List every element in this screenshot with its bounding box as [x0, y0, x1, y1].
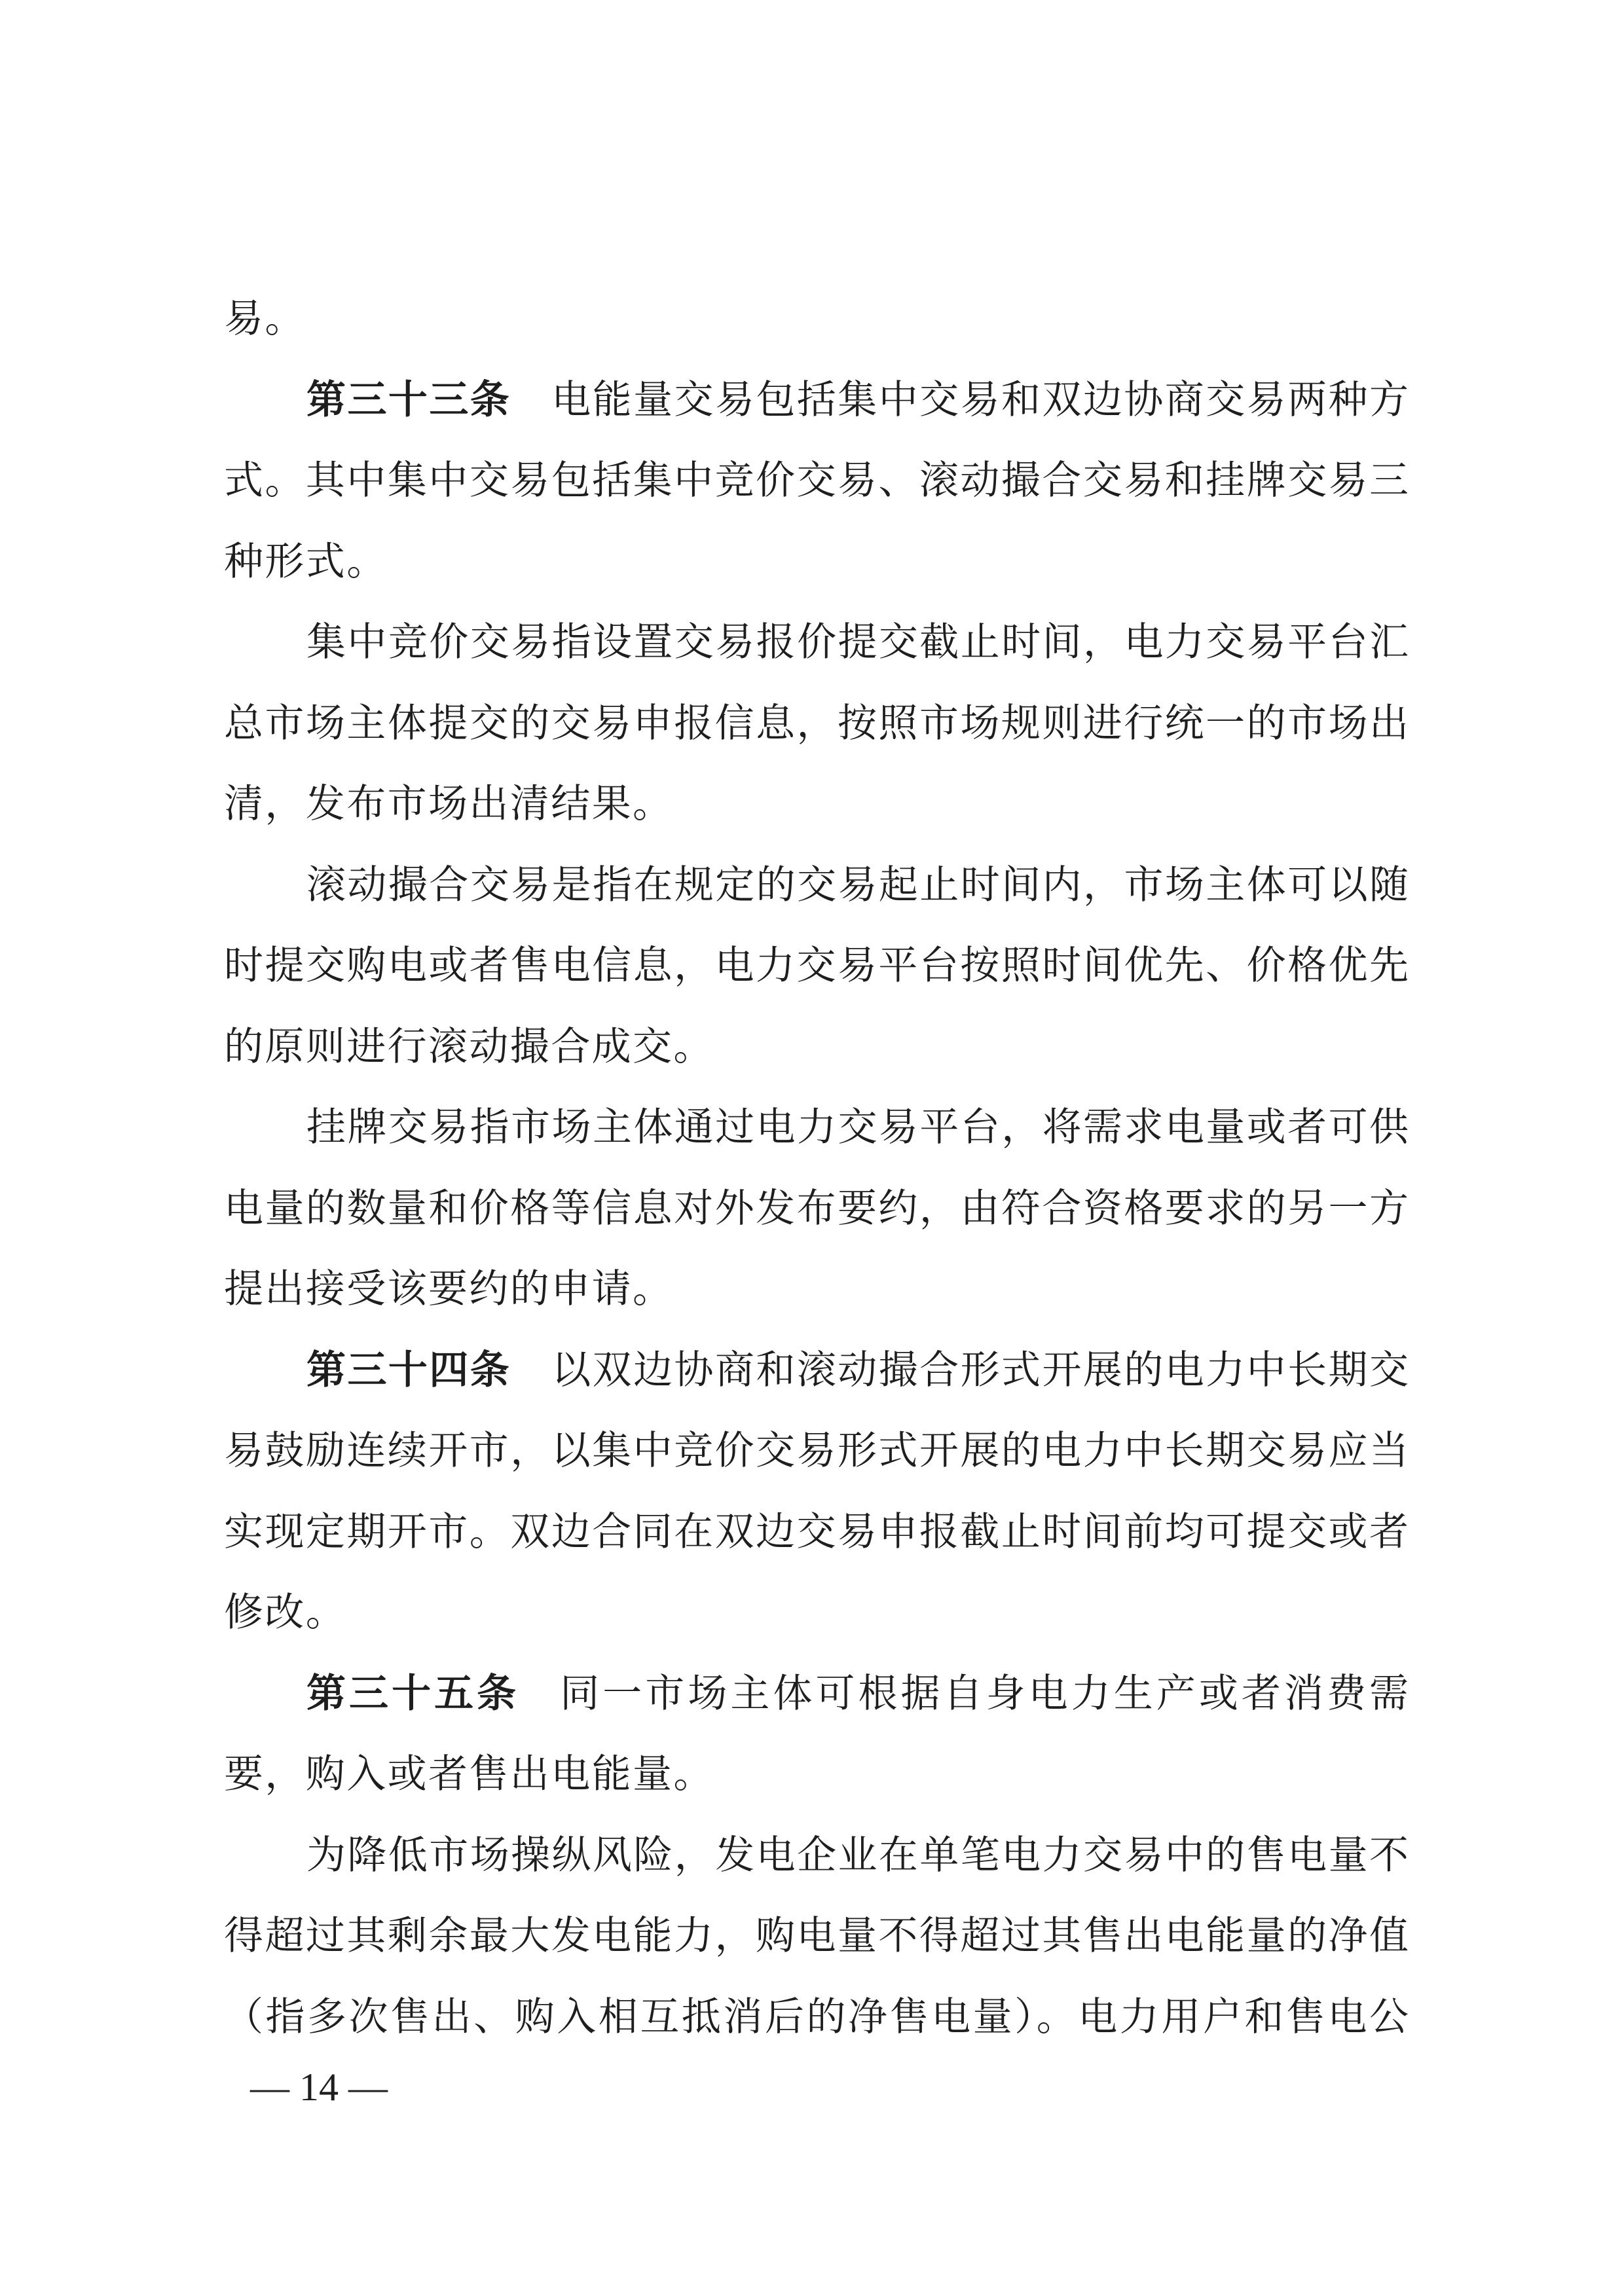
text-line: 易。 [224, 296, 306, 342]
document-body [224, 279, 1409, 2058]
paragraph [224, 1087, 1409, 1330]
text-line: 挂牌交易指市场主体通过电力交易平台，将需求电量或者可供 [306, 1104, 1409, 1150]
text-line: 种形式。 [224, 538, 388, 585]
text-line: 清，发布市场出清结果。 [224, 781, 674, 827]
paragraph-article-33 [224, 360, 1409, 603]
text-line: （指多次售出、购入相互抵消后的净售电量）。电力用户和售电公 [224, 1994, 1409, 2040]
text-line: 实现定期开市。双边合同在双边交易申报截止时间前均可提交或者 [224, 1508, 1409, 1555]
text-line: 集中竞价交易指设置交易报价提交截止时间，电力交易平台汇 [306, 619, 1409, 665]
text-line: 总市场主体提交的交易申报信息，按照市场规则进行统一的市场出 [224, 700, 1409, 746]
text-line: 式。其中集中交易包括集中竞价交易、滚动撮合交易和挂牌交易三 [224, 458, 1409, 503]
text-line: 为降低市场操纵风险，发电企业在单笔电力交易中的售电量不 [306, 1832, 1409, 1878]
text-line: 的原则进行滚动撮合成交。 [224, 1023, 714, 1070]
text-line: 易鼓励连续开市，以集中竞价交易形式开展的电力中长期交易应当 [224, 1428, 1409, 1474]
page-number: — 14 — [250, 2066, 388, 2109]
text-line [224, 1654, 1409, 1735]
paragraph [224, 845, 1409, 1088]
text-line: 得超过其剩余最大发电能力，购电量不得超过其售出电能量的净值 [224, 1913, 1409, 1959]
text-line: 电量的数量和价格等信息对外发布要约，由符合资格要求的另一方 [224, 1185, 1409, 1231]
text-line: 时提交购电或者售电信息，电力交易平台按照时间优先、价格优先 [224, 943, 1409, 989]
paragraph [224, 1815, 1409, 2058]
line-text: 同一市场主体可根据自身电力生产或者消费需 [560, 1670, 1409, 1717]
text-line [224, 1330, 1409, 1412]
text-line: 要，购入或者售出电能量。 [224, 1751, 714, 1797]
text-line: 修改。 [224, 1590, 347, 1635]
paragraph-article-34 [224, 1330, 1409, 1654]
text-line: 提出接受该要约的申请。 [224, 1266, 674, 1312]
line-text: 以双边协商和滚动撮合形式开展的电力中长期交 [551, 1347, 1409, 1393]
paragraph [224, 279, 1409, 360]
article-number: 第三十四条 [306, 1347, 511, 1393]
paragraph-article-35 [224, 1654, 1409, 1815]
text-line [224, 360, 1409, 441]
line-text: 电能量交易包括集中交易和双边协商交易两种方 [551, 376, 1409, 423]
article-number: 第三十三条 [306, 376, 511, 423]
paragraph [224, 602, 1409, 845]
text-line: 滚动撮合交易是指在规定的交易起止时间内，市场主体可以随 [306, 862, 1409, 908]
article-number: 第三十五条 [306, 1670, 520, 1717]
